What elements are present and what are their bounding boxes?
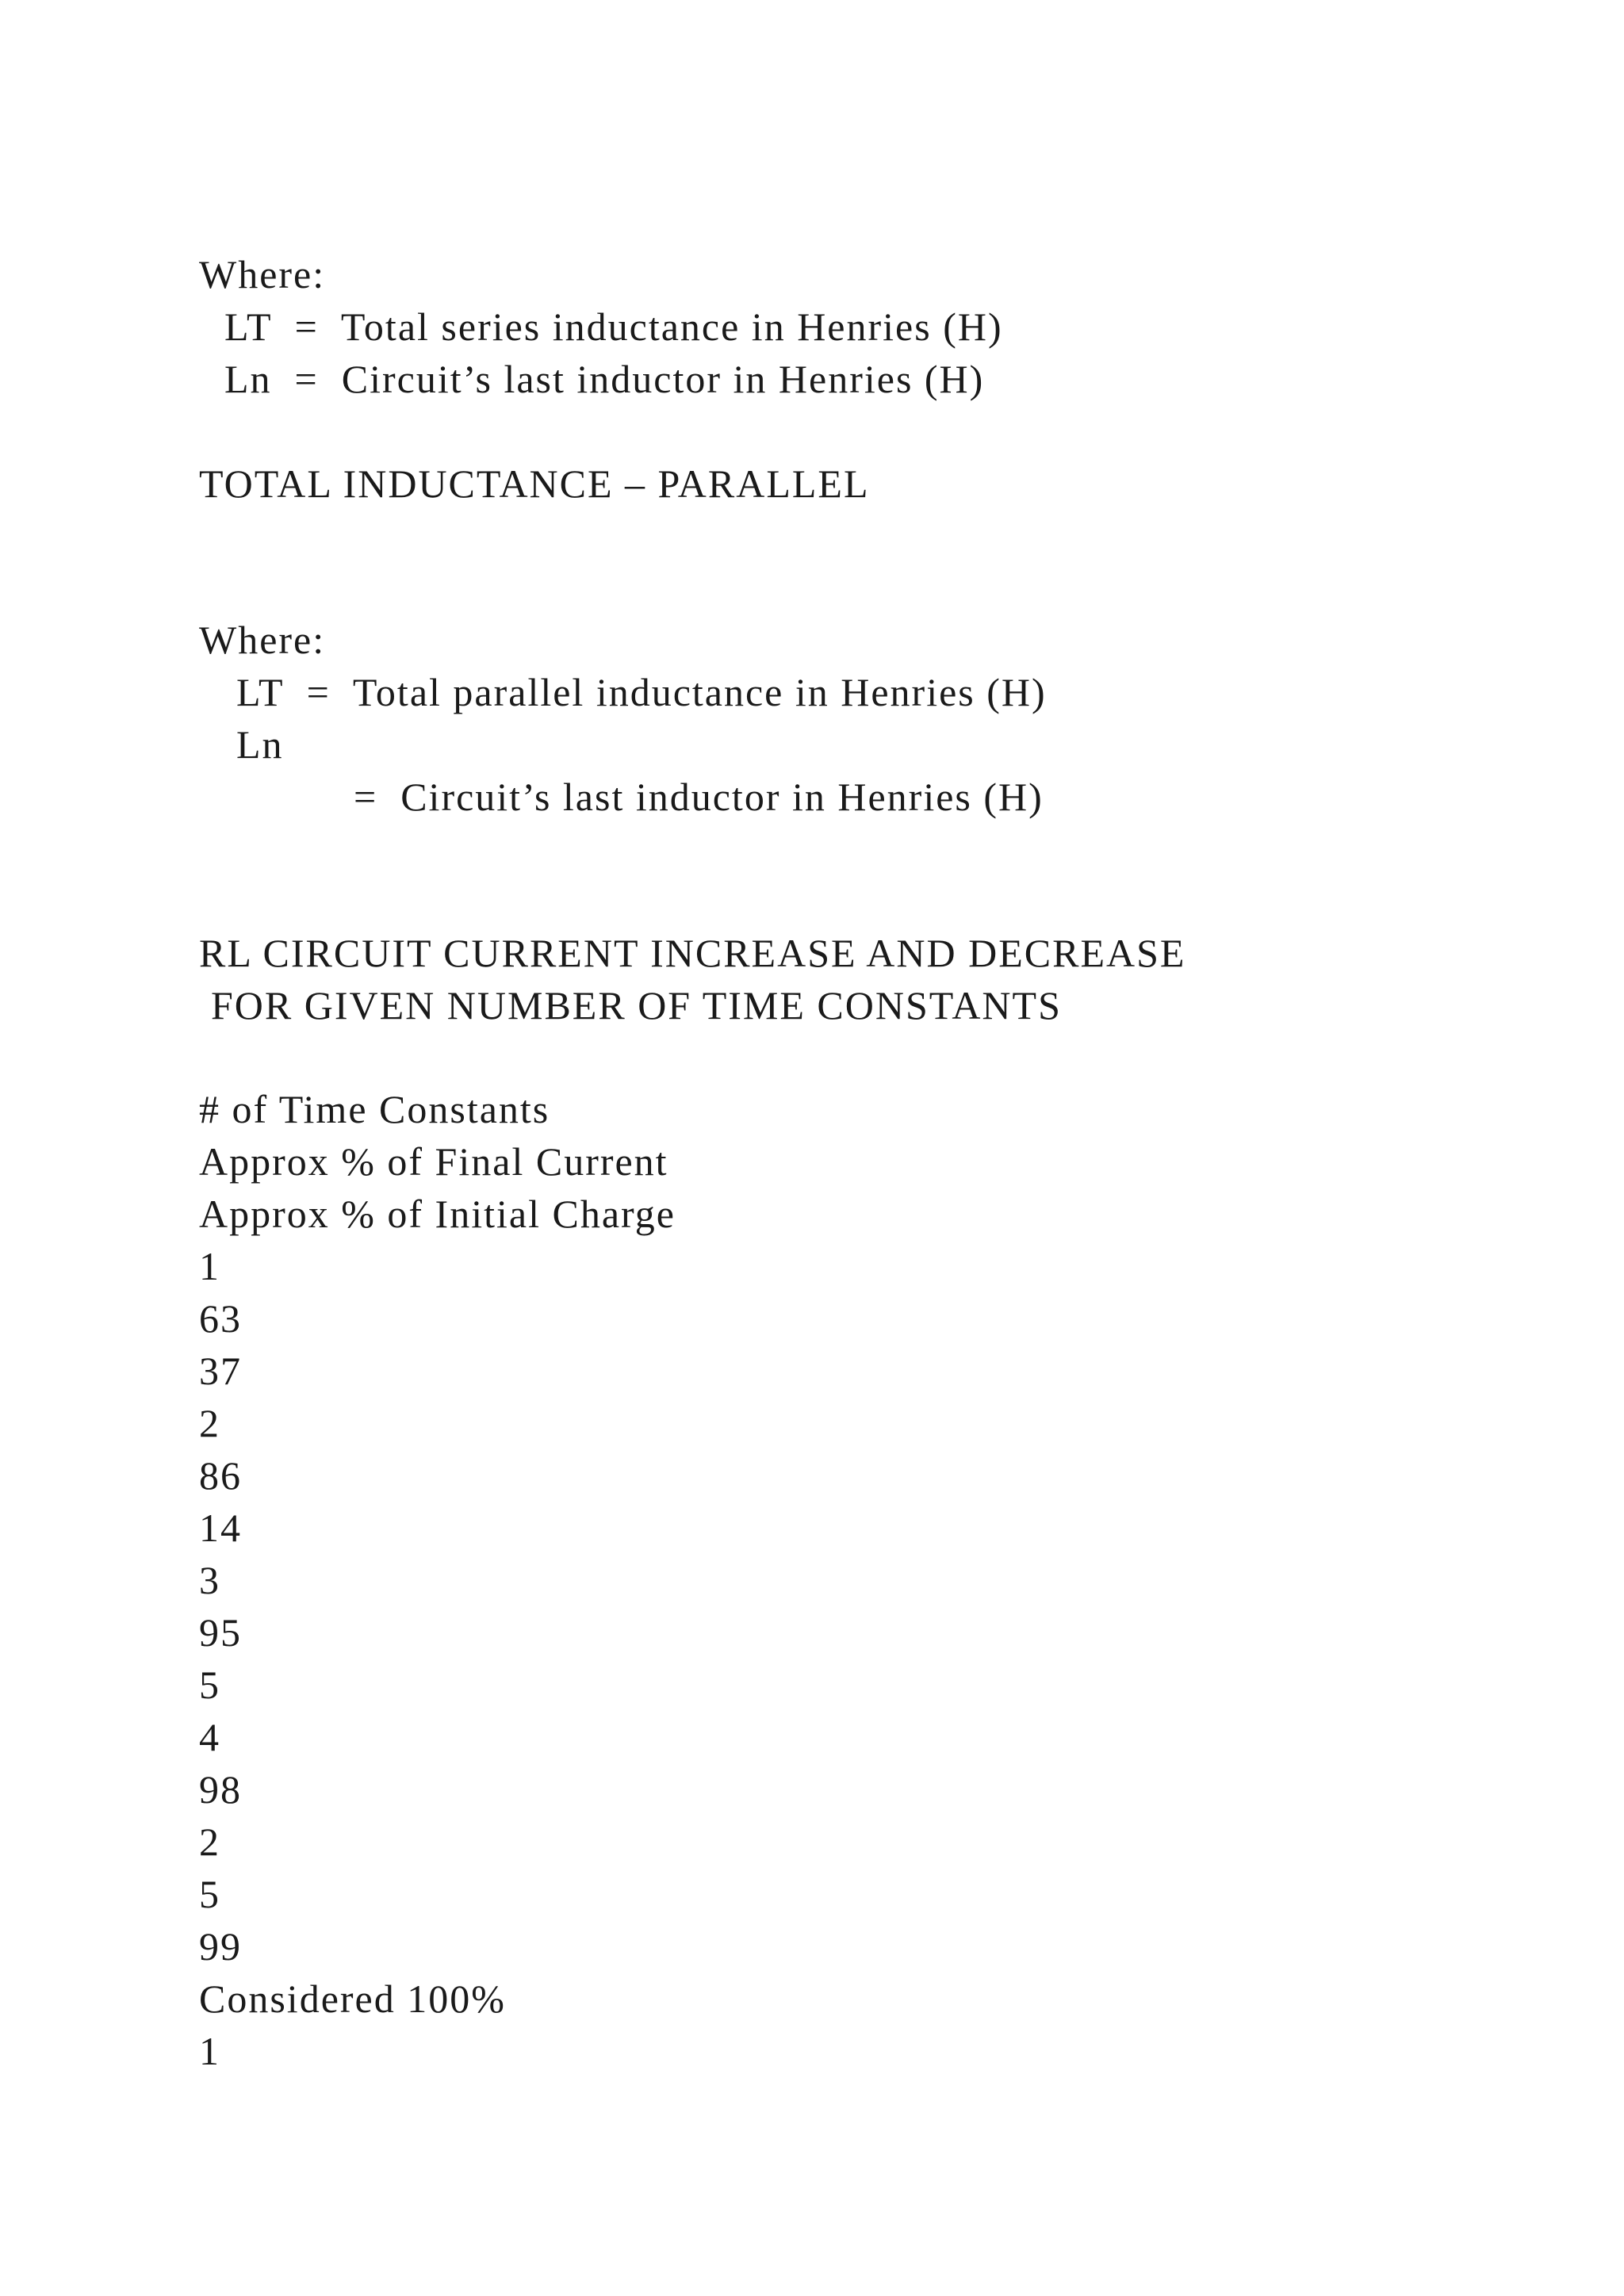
table-cell: 5 bbox=[199, 1663, 220, 1707]
table-cell: 86 bbox=[199, 1453, 242, 1498]
parallel-lt-definition: LT = Total parallel inductance in Henries (H) bbox=[236, 670, 1047, 714]
table-cell: 14 bbox=[199, 1506, 242, 1550]
table-cell: 5 bbox=[199, 1872, 220, 1916]
series-where-label: Where: bbox=[199, 252, 326, 297]
rl-heading-line-2: FOR GIVEN NUMBER OF TIME CONSTANTS bbox=[211, 983, 1062, 1027]
table-cell: 98 bbox=[199, 1767, 242, 1812]
table-cell: 99 bbox=[199, 1924, 242, 1969]
table-cell: Considered 100% bbox=[199, 1976, 506, 2021]
table-header-initial-charge: Approx % of Initial Charge bbox=[199, 1192, 676, 1236]
table-cell: 2 bbox=[199, 1401, 220, 1445]
parallel-where-label: Where: bbox=[199, 618, 326, 662]
parallel-ln-label: Ln bbox=[236, 722, 284, 767]
table-cell: 3 bbox=[199, 1558, 220, 1602]
table-cell: 1 bbox=[199, 2029, 220, 2073]
parallel-heading: TOTAL INDUCTANCE – PARALLEL bbox=[199, 461, 870, 506]
table-header-final-current: Approx % of Final Current bbox=[199, 1139, 668, 1184]
table-cell: 1 bbox=[199, 1244, 220, 1288]
series-ln-definition: Ln = Circuit’s last inductor in Henries (H) bbox=[224, 357, 985, 401]
table-cell: 37 bbox=[199, 1349, 242, 1393]
table-cell: 4 bbox=[199, 1715, 220, 1759]
table-cell: 95 bbox=[199, 1610, 242, 1655]
table-cell: 2 bbox=[199, 1820, 220, 1864]
table-cell: 63 bbox=[199, 1296, 242, 1341]
rl-heading-line-1: RL CIRCUIT CURRENT INCREASE AND DECREASE bbox=[199, 931, 1186, 975]
series-lt-definition: LT = Total series inductance in Henries (H) bbox=[224, 304, 1003, 349]
table-header-time-constants: # of Time Constants bbox=[199, 1087, 550, 1131]
parallel-ln-definition: = Circuit’s last inductor in Henries (H) bbox=[354, 775, 1044, 819]
